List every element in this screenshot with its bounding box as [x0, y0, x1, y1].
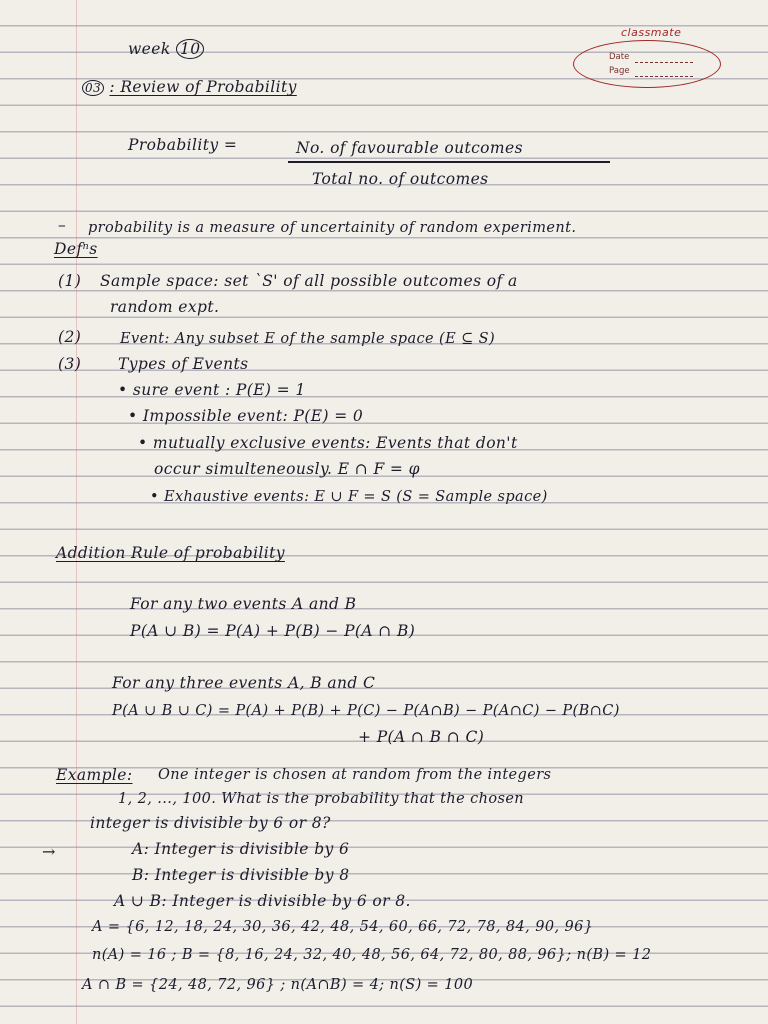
section-number: 03 — [82, 80, 104, 96]
logo-oval — [573, 40, 721, 88]
note-line: 1, 2, ..., 100. What is the probability that the chosen — [118, 791, 525, 807]
set-intersection: A ∩ B = {24, 48, 72, 96} ; n(A∩B) = 4; n(S) = 100 — [82, 977, 474, 993]
week-number: 10 — [176, 39, 205, 59]
bullet-item: • mutually exclusive events: Events that don't — [138, 434, 518, 452]
formula-lhs: Probability = — [128, 136, 238, 154]
classmate-logo — [573, 22, 723, 88]
formula-numerator: No. of favourable outcomes — [296, 139, 523, 157]
date-label: Date — [609, 52, 630, 62]
week-label: week — [128, 40, 171, 58]
set-b: n(A) = 16 ; B = {8, 16, 24, 32, 40, 48, 56, 64, 72, 80, 88, 96}; n(B) = 12 — [92, 947, 652, 963]
addition-rule-heading: Addition Rule of probability — [56, 544, 285, 562]
note-line: random expt. — [110, 298, 220, 316]
note-line: A ∪ B: Integer is divisible by 6 or 8. — [114, 892, 411, 910]
fraction-bar — [288, 161, 610, 163]
note-line: B: Integer is divisible by 8 — [132, 866, 350, 884]
note-line: Event: Any subset E of the sample space (E ⊆ S) — [120, 331, 496, 347]
brand-name: classmate — [621, 26, 682, 39]
note-line: For any two events A and B — [130, 595, 357, 613]
definitions-heading: Defⁿs — [54, 240, 98, 258]
list-marker: (1) — [58, 272, 82, 290]
note-line: One integer is chosen at random from the integers — [158, 767, 552, 783]
bullet-item: • Impossible event: P(E) = 0 — [128, 407, 364, 425]
note-line: A: Integer is divisible by 6 — [132, 840, 350, 858]
note-line: For any three events A, B and C — [112, 674, 376, 692]
note-line: Sample space: set `S' of all possible outcomes of a — [100, 272, 518, 290]
bullet-item: • sure event : P(E) = 1 — [118, 381, 306, 399]
set-a: A = {6, 12, 18, 24, 30, 36, 42, 48, 54, 60, 66, 72, 78, 84, 90, 96} — [92, 919, 594, 935]
dash-bullet: – — [58, 216, 67, 234]
bullet-item: • Exhaustive events: E ∪ F = S (S = Sample space) — [150, 489, 548, 505]
section-title-text: : Review of Probability — [109, 78, 297, 96]
page-label: Page — [609, 66, 630, 76]
formula-two-events: P(A ∪ B) = P(A) + P(B) − P(A ∩ B) — [130, 622, 416, 640]
note-line: integer is divisible by 6 or 8? — [90, 814, 331, 832]
section-title — [82, 78, 297, 97]
note-line: occur simulteneously. E ∩ F = φ — [154, 460, 420, 478]
page-line — [635, 76, 693, 77]
date-line — [635, 62, 693, 63]
list-marker: (2) — [58, 328, 82, 346]
formula-three-events-cont: + P(A ∩ B ∩ C) — [358, 728, 485, 746]
note-line: Types of Events — [118, 355, 249, 373]
note-line: probability is a measure of uncertainity of random experiment. — [88, 220, 577, 236]
formula-denominator: Total no. of outcomes — [312, 170, 489, 188]
week-heading — [128, 40, 204, 58]
list-marker: (3) — [58, 355, 82, 373]
example-label: Example: — [56, 766, 133, 784]
arrow-icon: → — [42, 842, 56, 861]
formula-three-events: P(A ∪ B ∪ C) = P(A) + P(B) + P(C) − P(A∩B) − P(A∩C) − P(B∩C) — [112, 703, 620, 719]
